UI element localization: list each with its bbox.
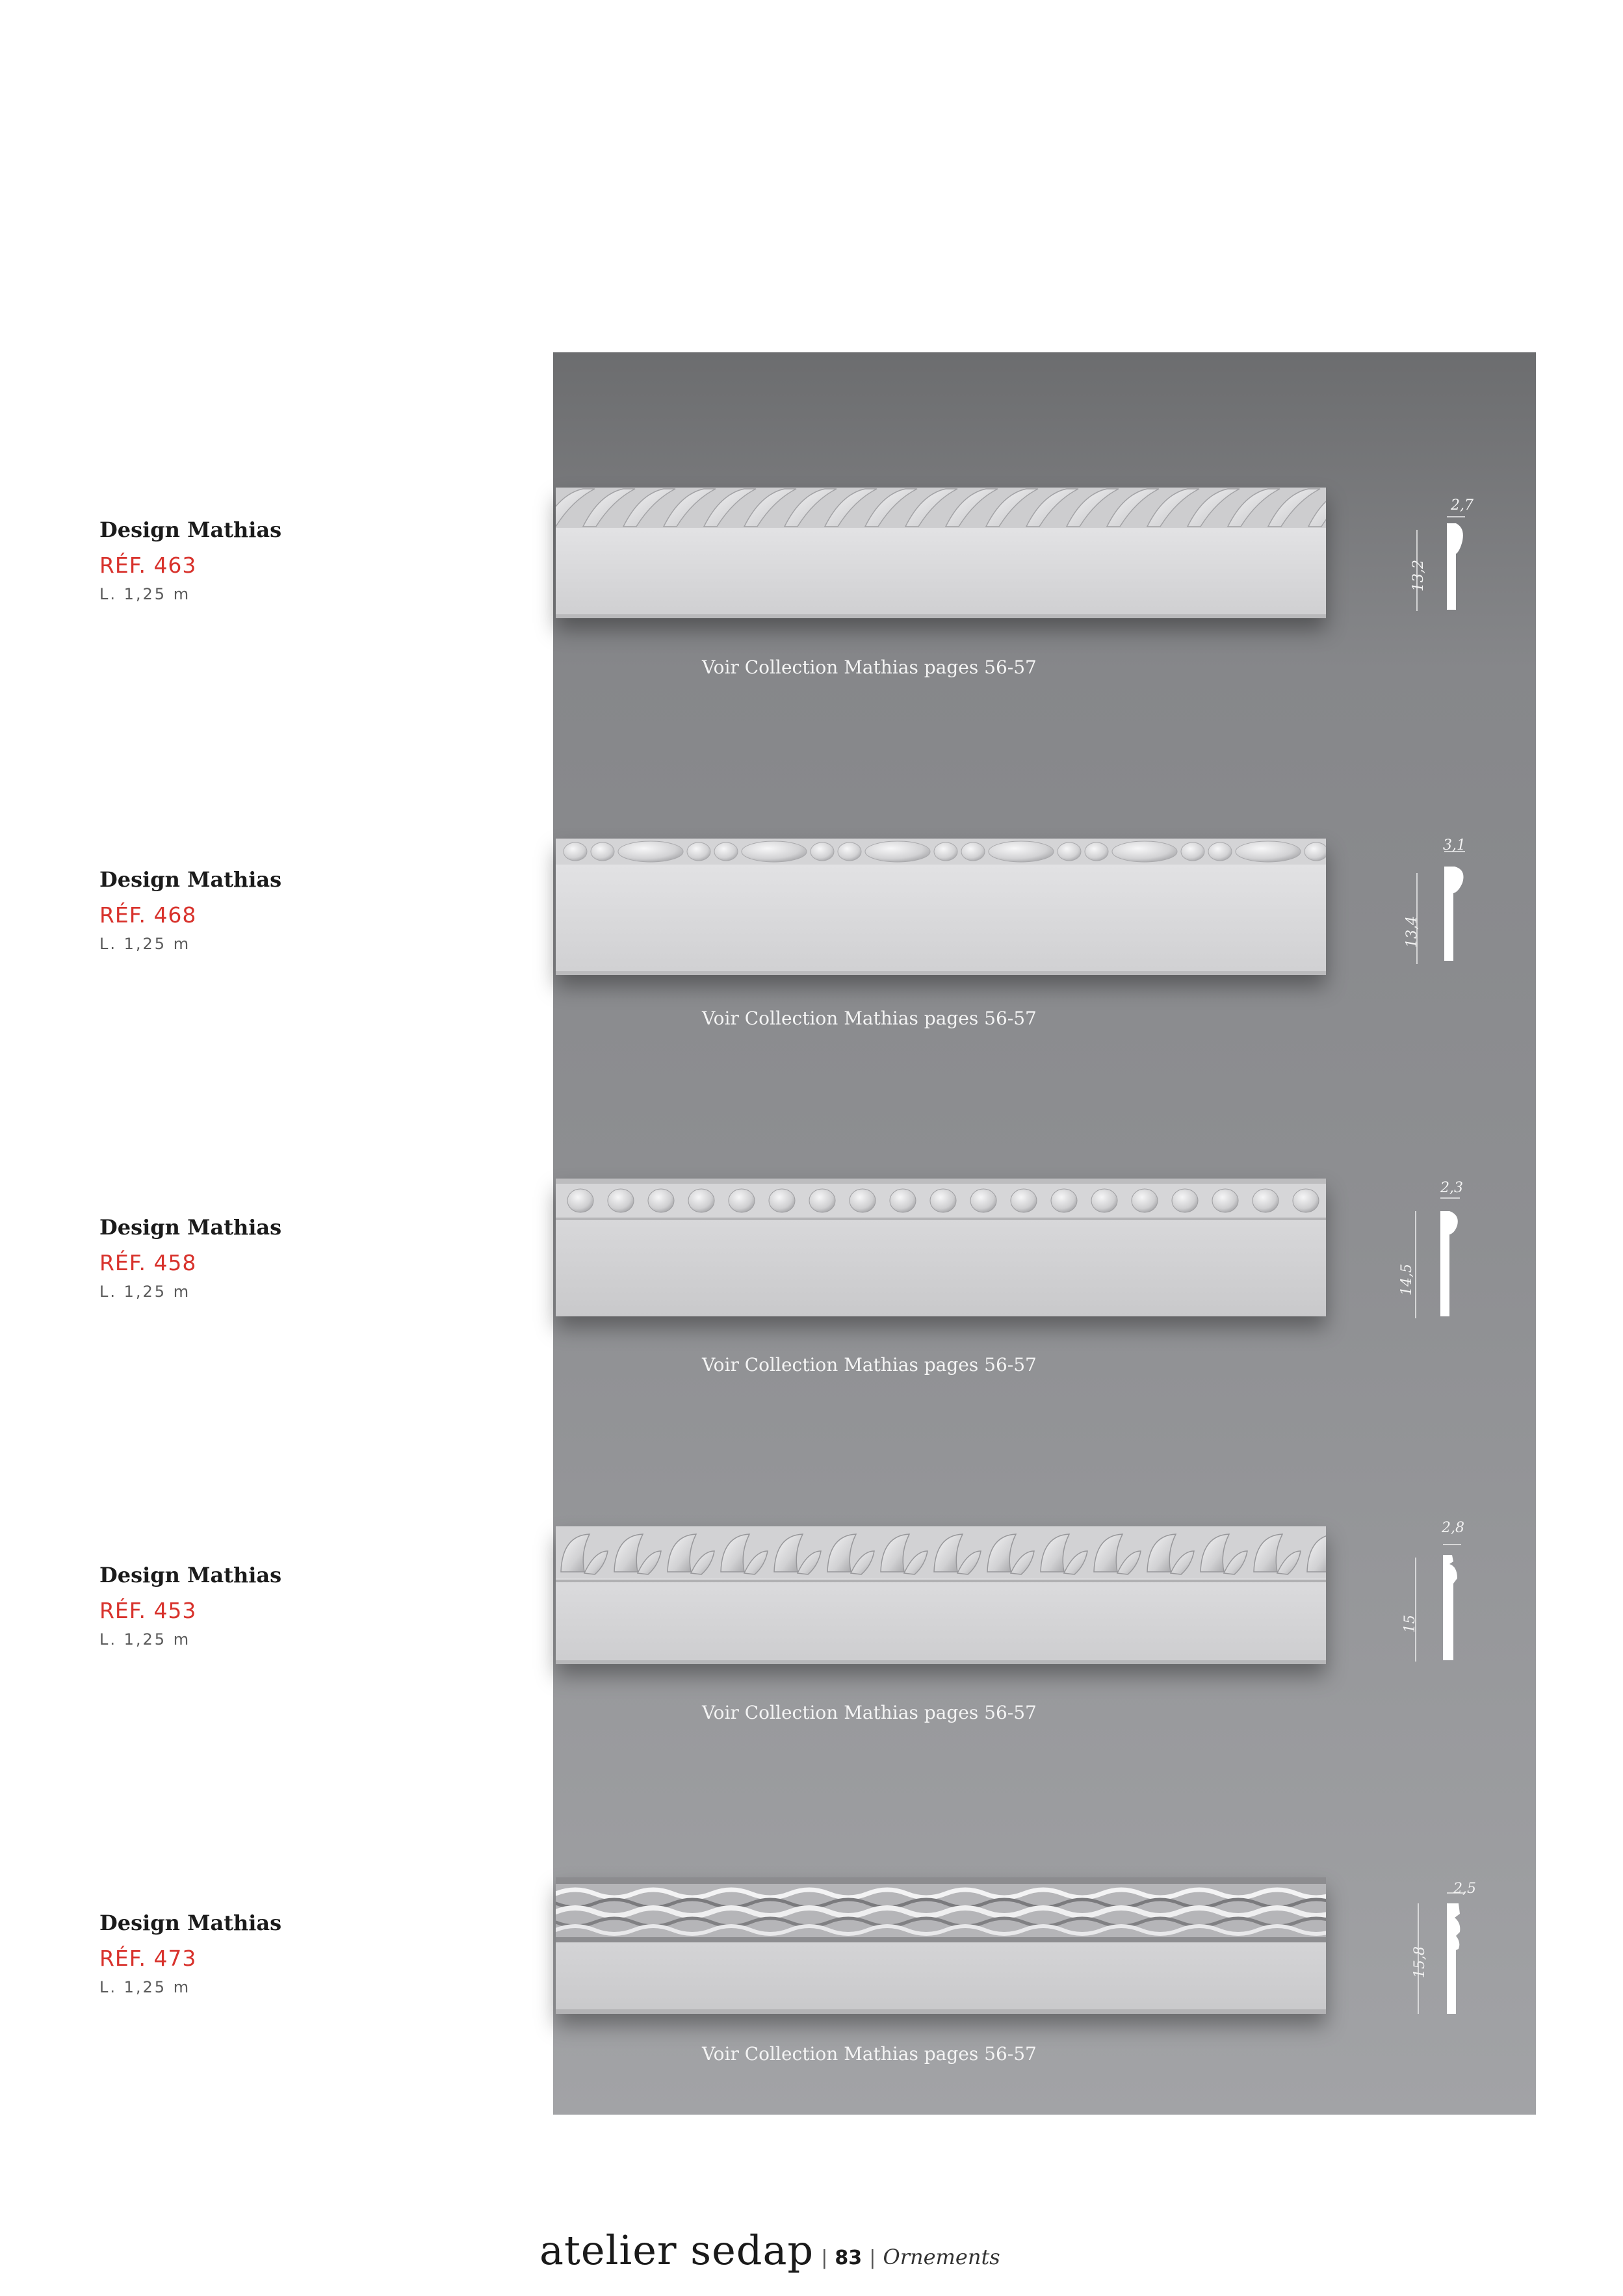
bead-icon — [591, 842, 614, 861]
bead-icon — [618, 841, 683, 862]
profile-width: 2,5 — [1453, 1881, 1476, 1897]
bead-icon — [1058, 842, 1081, 861]
profile-height: 14,5 — [1399, 1264, 1415, 1296]
leaf-frieze-icon — [556, 1520, 1326, 1669]
pearl-bead-icon — [556, 1172, 1326, 1322]
pearl-icon — [809, 1189, 835, 1212]
product-item-468 — [0, 714, 1623, 1029]
profile-height: 15,8 — [1412, 1946, 1428, 1978]
collection-link[interactable]: Voir Collection Mathias pages 56-57 — [702, 2043, 1037, 2065]
bead-icon — [934, 842, 957, 861]
product-title: Design Mathias — [99, 867, 282, 892]
page-number: 83 — [835, 2247, 863, 2269]
wave-frieze-icon — [556, 1868, 1326, 2017]
collection-link[interactable]: Voir Collection Mathias pages 56-57 — [702, 1008, 1037, 1029]
product-length: L. 1,25 m — [99, 1978, 191, 1996]
bead-icon — [687, 842, 710, 861]
bead-icon — [1181, 842, 1204, 861]
bead-and-reel-icon — [556, 824, 1326, 980]
bead-icon — [989, 841, 1054, 862]
profile-width: 2,8 — [1442, 1520, 1464, 1536]
profile-section-icon — [1397, 1179, 1475, 1328]
product-ref: RÉF. 468 — [99, 902, 197, 928]
pearl-icon — [1212, 1189, 1238, 1212]
pearl-icon — [1051, 1189, 1077, 1212]
product-ref: RÉF. 453 — [99, 1598, 197, 1623]
product-length: L. 1,25 m — [99, 1630, 191, 1649]
bead-icon — [1236, 841, 1301, 862]
bead-icon — [1305, 842, 1326, 861]
product-ref: RÉF. 473 — [99, 1946, 197, 1971]
product-title: Design Mathias — [99, 1911, 282, 1935]
pearl-icon — [1132, 1189, 1158, 1212]
product-item-453 — [0, 1409, 1623, 1723]
pearl-icon — [850, 1189, 876, 1212]
profile-height: 13,2 — [1410, 560, 1427, 592]
profile-section-icon — [1397, 837, 1475, 987]
profile-section-icon — [1397, 1877, 1475, 2027]
product-length: L. 1,25 m — [99, 935, 191, 953]
bead-icon — [1208, 842, 1232, 861]
bead-icon — [1112, 841, 1177, 862]
profile-width: 3,1 — [1443, 837, 1466, 854]
pearl-icon — [1293, 1189, 1319, 1212]
profile-section-icon — [1397, 1519, 1475, 1668]
pearl-icon — [930, 1189, 956, 1212]
profile-width: 2,7 — [1451, 497, 1474, 514]
product-title: Design Mathias — [99, 517, 282, 542]
pearl-icon — [970, 1189, 996, 1212]
profile-section-icon — [1397, 494, 1475, 644]
product-title: Design Mathias — [99, 1215, 282, 1240]
profile-height: 13,4 — [1404, 916, 1420, 948]
bead-icon — [1085, 842, 1108, 861]
bead-icon — [838, 842, 861, 861]
product-item-463 — [0, 364, 1623, 678]
pearl-icon — [769, 1189, 795, 1212]
footer-separator: | — [869, 2247, 876, 2269]
bead-icon — [742, 841, 807, 862]
pearl-icon — [890, 1189, 916, 1212]
bead-icon — [564, 842, 587, 861]
pearl-icon — [1091, 1189, 1117, 1212]
collection-link[interactable]: Voir Collection Mathias pages 56-57 — [702, 657, 1037, 678]
pearl-icon — [648, 1189, 674, 1212]
product-ref: RÉF. 458 — [99, 1250, 197, 1275]
pearl-icon — [608, 1189, 634, 1212]
product-ref: RÉF. 463 — [99, 553, 197, 578]
pearl-icon — [1172, 1189, 1198, 1212]
product-length: L. 1,25 m — [99, 585, 191, 603]
collection-link[interactable]: Voir Collection Mathias pages 56-57 — [702, 1354, 1037, 1376]
footer-separator: | — [821, 2247, 828, 2269]
pearl-icon — [688, 1189, 714, 1212]
pearl-icon — [1253, 1189, 1279, 1212]
bead-icon — [811, 842, 834, 861]
bead-icon — [865, 841, 930, 862]
product-length: L. 1,25 m — [99, 1283, 191, 1301]
profile-width: 2,3 — [1440, 1180, 1463, 1196]
profile-height: 15 — [1402, 1615, 1418, 1633]
rope-twist-icon — [556, 481, 1326, 624]
collection-link[interactable]: Voir Collection Mathias pages 56-57 — [702, 1702, 1037, 1723]
pearl-icon — [567, 1189, 593, 1212]
product-title: Design Mathias — [99, 1563, 282, 1587]
page-footer — [539, 2226, 1000, 2272]
bead-icon — [961, 842, 985, 861]
product-item-458 — [0, 1062, 1623, 1376]
pearl-icon — [729, 1189, 755, 1212]
brand-logo: atelier sedap — [539, 2226, 814, 2274]
product-item-473 — [0, 1757, 1623, 2065]
section-title: Ornements — [883, 2245, 1000, 2269]
bead-icon — [714, 842, 738, 861]
pearl-icon — [1011, 1189, 1037, 1212]
